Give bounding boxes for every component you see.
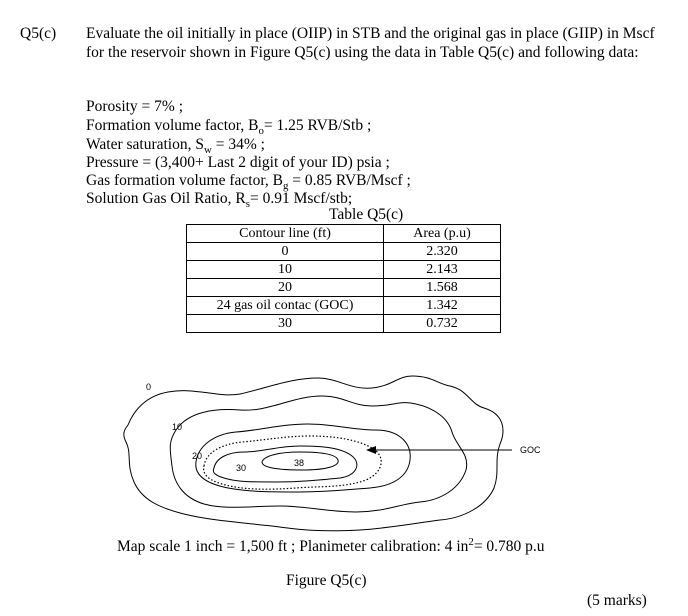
contour-line-0 bbox=[124, 376, 503, 531]
table-header-row bbox=[187, 225, 501, 243]
contour-line-30 bbox=[213, 446, 357, 482]
given-water-saturation: Water saturation, $S_w = 34\%$ ; bbox=[86, 136, 265, 157]
table-cell: 1.568 bbox=[384, 279, 501, 297]
table-cell: 10 bbox=[187, 261, 384, 279]
question-text: Evaluate the oil initially in place (OIIP) in STB and the original gas in place (GIIP) in Mscf for the reservoir shown in Figure Q5(c) using the data in Table Q5(c) and following data: bbox=[86, 25, 655, 61]
table-row bbox=[187, 315, 501, 333]
table-cell: 2.143 bbox=[384, 261, 501, 279]
given-gas-fvf: Gas formation volume factor, $B_g = 0.85$ RVB/Mscf ; bbox=[86, 172, 411, 193]
table-cell: 20 bbox=[187, 279, 384, 297]
table-cell: 0.732 bbox=[384, 315, 501, 333]
question-number: Q5(c) bbox=[20, 25, 57, 42]
contour-area-table bbox=[186, 224, 501, 333]
figure-caption: Figure Q5(c) bbox=[286, 572, 367, 589]
table-cell: 2.320 bbox=[384, 243, 501, 261]
table-cell: 1.342 bbox=[384, 297, 501, 315]
contour-label-0: 0 bbox=[146, 382, 152, 392]
given-solution-gor: Solution Gas Oil Ratio, $R_s= 0.91$ Mscf/stb; bbox=[86, 190, 353, 211]
given-porosity: Porosity = 7% ; bbox=[86, 98, 184, 115]
table-row bbox=[187, 261, 501, 279]
contour-label-20: 20 bbox=[192, 451, 203, 461]
table-caption: Table Q5(c) bbox=[329, 206, 404, 223]
table-row bbox=[187, 243, 501, 261]
contour-line-10 bbox=[170, 396, 467, 512]
table-header-contour: Contour line (ft) bbox=[187, 225, 384, 243]
map-scale-note: Map scale 1 inch = 1,500 ft ; Planimeter calibration: 4 $in^2= 0.780$ p.u bbox=[117, 535, 545, 555]
table-cell: 24 gas oil contac (GOC) bbox=[187, 297, 384, 315]
table-cell: 0 bbox=[187, 243, 384, 261]
table-row bbox=[187, 297, 501, 315]
given-pressure: Pressure = (3,400+ Last 2 digit of your ID) psia ; bbox=[86, 154, 390, 171]
contour-label-10: 10 bbox=[172, 422, 183, 432]
table-header-area: Area (p.u) bbox=[384, 225, 501, 243]
contour-map bbox=[0, 360, 688, 540]
table-cell: 30 bbox=[187, 315, 384, 333]
contour-label-30: 30 bbox=[236, 463, 247, 473]
given-oil-fvf: Formation volume factor, $B_o= 1.25$ RVB/Stb ; bbox=[86, 117, 372, 138]
table-row bbox=[187, 279, 501, 297]
contour-label-38: 38 bbox=[294, 458, 305, 468]
goc-label: GOC bbox=[520, 445, 541, 455]
marks-label: (5 marks) bbox=[587, 592, 647, 609]
